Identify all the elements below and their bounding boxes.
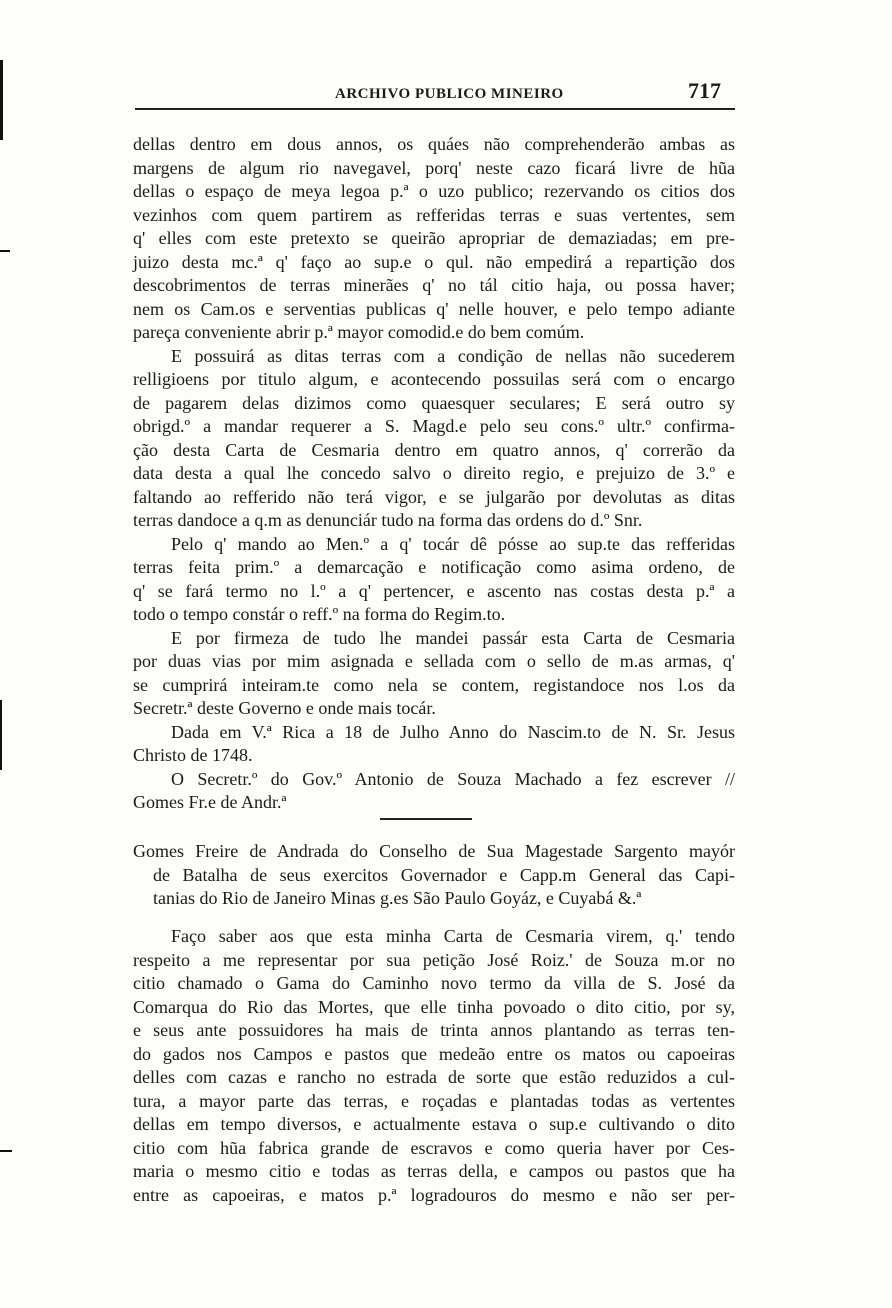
text-line: delles com cazas e rancho no estrada de sorte que estão reduzidos a cul- — [133, 1067, 735, 1087]
text-line: Dada em V.ª Rica a 18 de Julho Anno do Nascim.to de N. Sr. Jesus — [171, 721, 735, 742]
scan-edge-mark — [0, 700, 2, 770]
text-line: vezinhos com quem partirem as refferidas terras e suas vertentes, sem — [133, 204, 735, 225]
text-line: faltando ao refferido não terá vigor, e se julgarão por devolutas as ditas — [133, 486, 735, 507]
text-line: citio chamado o Gama do Caminho novo termo da villa de S. José da — [133, 973, 735, 993]
section-2-heading — [133, 840, 735, 911]
text-line: margens de algum rio navegavel, porq' neste cazo ficará livre de hũa — [133, 157, 735, 178]
scan-edge-mark — [0, 1150, 12, 1152]
text-line: relligioens por titulo algum, e acontecendo possuilas será com o encargo — [133, 369, 735, 389]
text-line: E possuirá as ditas terras com a condição de nellas não sucederem — [171, 345, 735, 366]
text-line: dellas o espaço de meya legoa p.ª o uzo publico; rezervando os citios dos — [133, 181, 735, 201]
text-line: Comarqua do Rio das Mortes, que elle tinha povoado o dito citio, por sy, — [133, 996, 735, 1017]
text-line: data desta a qual lhe concedo salvo o direito regio, e prejuizo de 3.º e — [133, 463, 735, 483]
text-line: obrigd.º a mandar requerer a S. Magd.e pelo seu cons.º ultr.º confirma- — [133, 416, 735, 436]
text-line: e seus ante possuidores ha mais de trinta annos plantando as terras ten- — [133, 1020, 735, 1040]
text-line: E por firmeza de tudo lhe mandei passár esta Carta de Cesmaria — [171, 627, 735, 648]
text-line: Secretr.ª deste Governo e onde mais tocár. — [133, 698, 436, 718]
text-line: Faço saber aos que esta minha Carta de Cesmaria virem, q.' tendo — [171, 926, 735, 946]
heading-line: de Batalha de seus exercitos Governador e Capp.m General das Capi- — [153, 864, 735, 885]
header-rule — [135, 108, 735, 110]
section-1-text — [133, 133, 735, 815]
text-line: q' elles com este pretexto se queirão apropriar de demaziadas; em pre- — [133, 228, 735, 248]
section-2-body — [133, 925, 735, 1207]
running-header — [135, 78, 735, 108]
text-line: Gomes Fr.e de Andr.ª — [133, 792, 287, 812]
text-line: de pagarem delas dizimos como quaesquer seculares; E será outro sy — [133, 392, 735, 413]
text-line: Christo de 1748. — [133, 745, 253, 765]
text-line: terras feita prim.º a demarcação e notificação como asima ordeno, de — [133, 557, 735, 577]
text-line: se cumprirá inteiram.te como nela se contem, registandoce nos l.os da — [133, 674, 735, 695]
heading-line: tanias do Rio de Janeiro Minas g.es São Paulo Goyáz, e Cuyabá &.ª — [153, 888, 642, 908]
text-line: ção desta Carta de Cesmaria dentro em quatro annos, q' correrão da — [133, 439, 735, 460]
text-line: Pelo q' mando ao Men.º a q' tocár dê pósse ao sup.te das refferidas — [171, 533, 735, 554]
text-line: terras dandoce a q.m as denunciár tudo na forma das ordens do d.º Snr. — [133, 510, 643, 530]
text-line: do gados nos Campos e pastos que medeão entre os matos ou capoeiras — [133, 1043, 735, 1064]
scan-edge-mark — [0, 60, 3, 140]
text-line: dellas em tempo diversos, e actualmente estava o sup.e cultivando o dito — [133, 1114, 735, 1134]
text-line: dellas dentro em dous annos, os quáes não comprehenderão ambas as — [133, 134, 735, 154]
text-line: O Secretr.º do Gov.º Antonio de Souza Machado a fez escrever // — [171, 768, 735, 789]
heading-line: Gomes Freire de Andrada do Conselho de Sua Magestade Sargento mayór — [133, 841, 735, 861]
text-line: juizo desta mc.ª q' faço ao sup.e o qul. não empedirá a repartição dos — [133, 251, 735, 272]
header-title: ARCHIVO PUBLICO MINEIRO — [335, 86, 564, 102]
text-line: todo o tempo constár o reff.º na forma do Regim.to. — [133, 604, 506, 624]
section-separator — [380, 818, 472, 820]
text-line: q' se fará termo no l.º a q' pertencer, e ascento nas costas desta p.ª a — [133, 580, 735, 601]
text-line: nem os Cam.os e serventias publicas q' nelle houver, e pelo tempo adiante — [133, 298, 735, 319]
text-line: pareça conveniente abrir p.ª mayor comodid.e do bem comúm. — [133, 322, 585, 342]
page-number: 717 — [688, 78, 721, 103]
scan-edge-mark — [0, 250, 10, 252]
text-line: maria o mesmo citio e todas as terras della, e campos ou pastos que ha — [133, 1161, 735, 1181]
text-line: citio com hũa fabrica grande de escravos e como queria haver por Ces- — [133, 1137, 735, 1158]
text-line: entre as capoeiras, e matos p.ª logradouros do mesmo e não ser per- — [133, 1184, 735, 1205]
text-line: tura, a mayor parte das terras, e roçadas e plantadas todas as vertentes — [133, 1090, 735, 1111]
text-line: respeito a me representar por sua petição José Roiz.' de Souza m.or no — [133, 949, 735, 970]
text-line: por duas vias por mim asignada e sellada com o sello de m.as armas, q' — [133, 651, 735, 671]
text-line: descobrimentos de terras minerães q' no tál citio haja, ou possa haver; — [133, 275, 735, 295]
